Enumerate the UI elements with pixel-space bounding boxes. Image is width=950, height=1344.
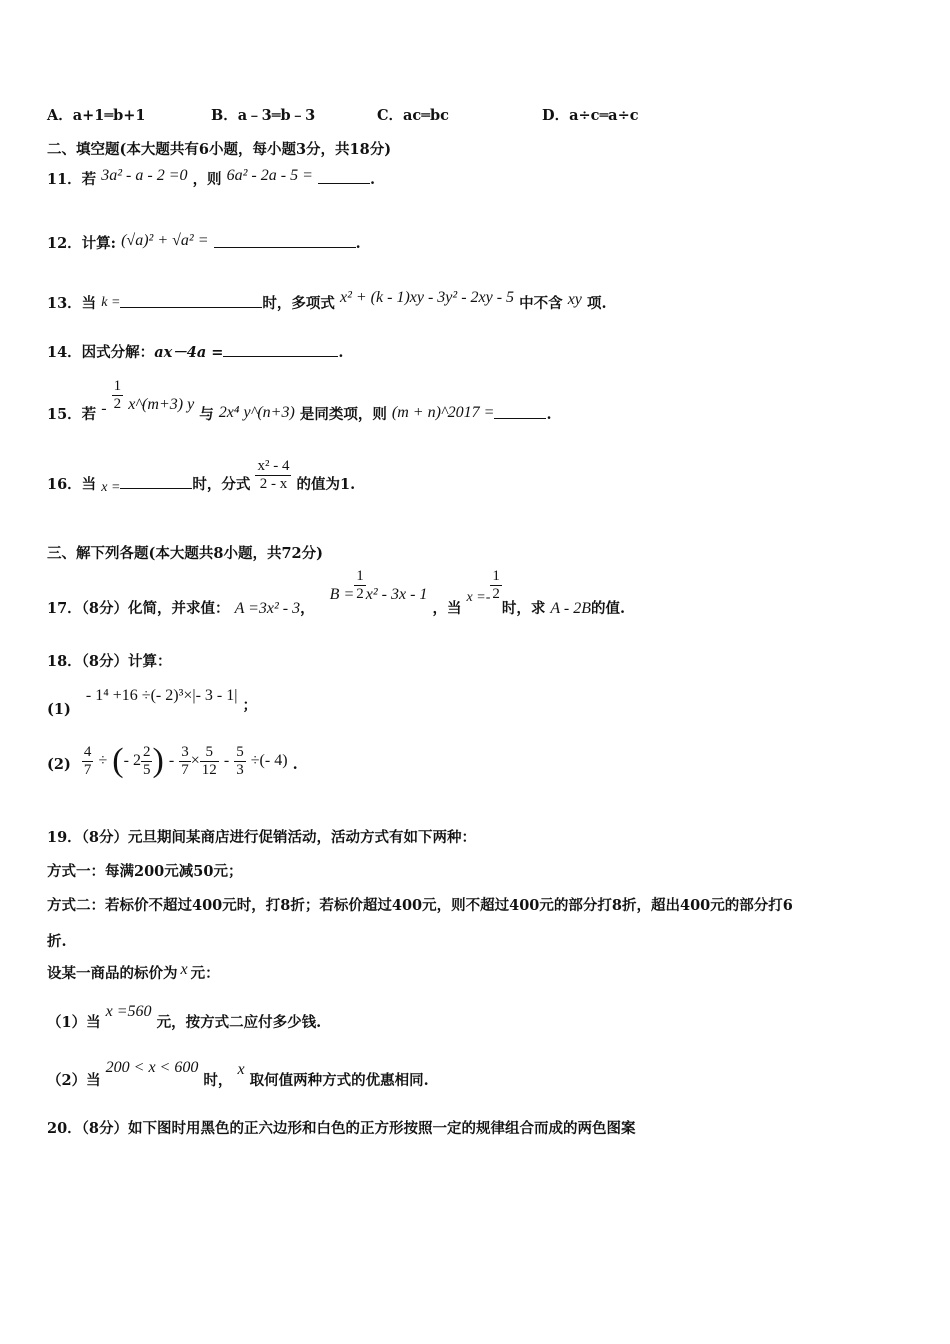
q19-sub-1 [47,1000,322,1031]
q19-sub2-text: 取何值两种方式的优惠相同. [249,1072,429,1089]
q11-expression: 6a² - 2a - 5 = [226,167,313,184]
q17-expression: A - 2B [550,600,592,617]
q14-period: . [338,344,344,361]
q14-expression: ax－4a = [154,344,224,361]
q13-answer-blank[interactable] [120,293,262,308]
q19-sub1-text: 元，按方式二应付多少钱. [156,1014,322,1031]
q16-mid: 时，分式 [192,476,251,493]
q19-setup [47,962,220,983]
q16-x: x = [101,480,121,495]
section-heading-fill-in: 二、填空题(本大题共有6小题，每小题3分，共18分) [47,141,392,158]
q13-polynomial: x² + (k - 1)xy - 3y² - 2xy - 5 [339,289,515,306]
option-c: C．ac═bc [377,107,449,124]
q13-mid: 时，多项式 [262,295,335,312]
q16-label: 16．当 [47,476,97,493]
q13-label: 13．当 [47,295,97,312]
q17-B-rhs: x² - 3x - 1 [365,586,428,603]
q13-tail: 中不含 [519,295,563,312]
q18-p1-end: ； [242,697,258,714]
q16-numerator: x² - 4 [257,458,290,474]
q19-sub1-label: （1）当 [47,1014,101,1031]
q19-method-2: 方式二：若标价不超过400元时，打8折；若标价超过400元，则不超过400元的部分打8折，超出400元的部分打6 [47,897,793,914]
q11-label: 11．若 [47,171,97,188]
question-12 [47,232,361,253]
q17-x: x =- [466,590,491,605]
q11-condition: 3a² - a - 2 =0 [101,167,188,184]
q14-label: 14．因式分解： [47,344,155,361]
q17-tail: 时，求 [501,600,546,617]
q19-method-1: 方式一：每满200元减50元； [47,863,243,880]
q15-answer-blank[interactable] [494,404,546,419]
q18-p1-expression: - 1⁴ +16 ÷(- 2)³×|- 3 - 1| [85,687,238,704]
q17-A: A =3x² - 3 [234,600,301,617]
option-b: B．a﹣3═b﹣3 [211,107,316,124]
q17-sep: ， [300,600,315,617]
q15-term1: x^(m+3) y [128,396,195,413]
question-18-part2: (2) $\frac{4}{7}$ ÷ (- 2 $\frac{2}{5}$ ) - $\frac{3}{7}$ × $\frac{5}{12}$ - $\frac{5}{3}$ ÷(- 4) . [47,742,298,779]
q18-p1-label: (1) [47,701,71,718]
q17-label: 17．（8分）化简，并求值： [47,600,230,617]
q16-end: 的值为1. [296,476,356,493]
q19-sub2-range: 200 < x < 600 [105,1059,199,1076]
q19-sub2-label: （2）当 [47,1072,101,1089]
q13-xy: xy [567,291,582,308]
q19-sub2-x: x [237,1061,245,1078]
question-18-part1 [47,684,258,718]
q15-mid: 与 [199,406,214,423]
q19-sub1-x: x =560 [105,1003,152,1020]
q16-answer-blank[interactable] [120,474,192,489]
q19-sub2-when: 时， [203,1072,233,1089]
q19-setup-text: 设某一商品的标价为 [47,965,178,982]
q14-answer-blank[interactable] [223,342,338,357]
q19-setup-x: x [180,961,188,978]
q15-half: $\frac{1}{2}$ [113,378,122,412]
question-16 [47,458,356,495]
q15-period: . [546,406,552,423]
q15-term2: 2x⁴ y^(n+3) [218,404,295,421]
question-14 [47,341,343,362]
q17-when: ，当 [432,600,462,617]
q13-k: k = [101,295,121,310]
q11-answer-blank[interactable] [318,169,370,184]
question-11 [47,168,375,189]
q11-mid: ，则 [192,171,222,188]
q16-denominator: 2 - x [259,475,288,492]
option-d: D．a÷c═a÷c [542,107,639,124]
q12-expression: (√a)² + √a² = [121,232,209,249]
question-13 [47,289,607,313]
option-a: A．a+1═b+1 [47,107,146,124]
q16-fraction [255,458,291,492]
q19-method-2-cont: 折. [47,933,67,950]
question-18-title: 18．（8分）计算： [47,653,172,670]
question-20: 20．（8分）如下图时用黑色的正六边形和白色的正方形按照一定的规律组合而成的两色图案 [47,1120,636,1137]
q18-p2-label: (2) [47,756,71,773]
q15-label: 15．若 [47,406,97,423]
question-19-title: 19．（8分）元旦期间某商店进行促销活动，活动方式有如下两种： [47,829,477,846]
q17-half: $\frac{1}{2}$ [356,568,364,602]
question-15: 15．若 - $\frac{1}{2}$ x^(m+3) y 与 2x⁴ y^(n+3) 是同类项，则 (m + n)^2017 = . [47,378,552,423]
q15-expression: (m + n)^2017 = [391,404,495,421]
q18-p2-end: . [292,756,298,773]
q12-label: 12．计算: [47,235,117,252]
q11-period: . [369,171,375,188]
q19-setup-unit: 元： [190,965,220,982]
q12-answer-blank[interactable] [214,233,356,248]
q13-end: 项. [586,295,607,312]
q17-x-value: $\frac{1}{2}$ [492,568,500,602]
question-17 [47,568,626,617]
q19-sub-2 [47,1056,429,1089]
q17-B-lhs: B = [329,586,355,603]
q12-period: . [355,235,361,252]
q17-end: 的值. [591,600,626,617]
q15-tail: 是同类项，则 [299,406,387,423]
section-heading-solve: 三、解下列各题(本大题共8小题，共72分) [47,545,323,562]
